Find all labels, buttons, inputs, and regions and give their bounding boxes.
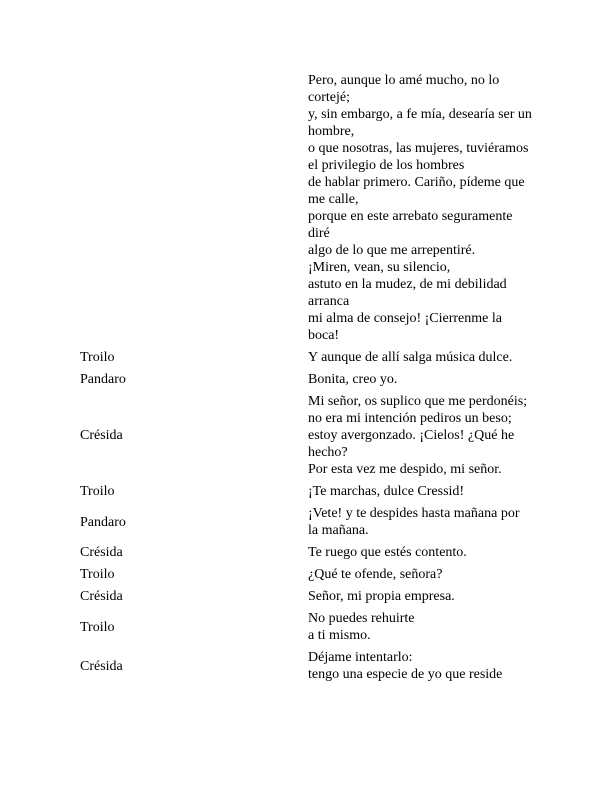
speaker-name bbox=[0, 70, 308, 347]
speech-line: algo de lo que me arrepentiré. bbox=[308, 243, 476, 258]
speech-text bbox=[308, 391, 612, 481]
speaker-name: Troilo bbox=[80, 484, 115, 499]
speech-text bbox=[308, 481, 612, 503]
speech-text bbox=[308, 369, 612, 391]
speaker-name: Pandaro bbox=[80, 372, 126, 387]
speaker-name: Crésida bbox=[80, 545, 123, 560]
dialogue-row bbox=[0, 369, 612, 391]
speech-line: ¡Miren, vean, su silencio, bbox=[308, 260, 451, 275]
speech-line: ¡Te marchas, dulce Cressid! bbox=[308, 484, 465, 499]
speech-line: de hablar primero. Cariño, pídeme que me calle, bbox=[308, 175, 525, 207]
speech-line: ¡Vete! y te despides hasta mañana por la mañana. bbox=[308, 506, 520, 538]
speaker-name: Crésida bbox=[80, 589, 123, 604]
speech-line: Bonita, creo yo. bbox=[308, 372, 398, 387]
dialogue-row bbox=[0, 70, 612, 347]
play-dialogue-table bbox=[0, 70, 612, 686]
speech-text bbox=[308, 347, 612, 369]
speech-line: no era mi intención pediros un beso; bbox=[308, 411, 512, 426]
speech-text bbox=[308, 608, 612, 647]
speech-line: Por esta vez me despido, mi señor. bbox=[308, 462, 502, 477]
dialogue-row bbox=[0, 608, 612, 647]
speaker-name: Troilo bbox=[80, 619, 115, 635]
speaker-name: Troilo bbox=[80, 567, 115, 582]
speech-line: a ti mismo. bbox=[308, 628, 371, 643]
speech-line: Mi señor, os suplico que me perdonéis; bbox=[308, 394, 528, 409]
dialogue-row bbox=[0, 503, 612, 542]
dialogue-body bbox=[0, 70, 612, 686]
speech-text bbox=[308, 503, 612, 542]
dialogue-row bbox=[0, 564, 612, 586]
speech-text bbox=[308, 586, 612, 608]
speech-line: Y aunque de allí salga música dulce. bbox=[308, 350, 513, 365]
dialogue-row bbox=[0, 647, 612, 686]
speech-line: Señor, mi propia empresa. bbox=[308, 589, 455, 604]
speaker-name: Crésida bbox=[80, 428, 123, 443]
speech-line: Te ruego que estés contento. bbox=[308, 545, 467, 560]
dialogue-row bbox=[0, 391, 612, 481]
speech-line: tengo una especie de yo que reside bbox=[308, 667, 503, 682]
speech-line: ¿Qué te ofende, señora? bbox=[308, 567, 443, 582]
speech-line: estoy avergonzado. ¡Cielos! ¿Qué he hecho? bbox=[308, 428, 515, 460]
speech-line: astuto en la mudez, de mi debilidad arranca bbox=[308, 277, 507, 309]
dialogue-row bbox=[0, 347, 612, 369]
speech-line: y, sin embargo, a fe mía, desearía ser un hombre, bbox=[308, 107, 532, 139]
dialogue-row bbox=[0, 586, 612, 608]
speaker-name: Pandaro bbox=[80, 514, 126, 530]
dialogue-row bbox=[0, 542, 612, 564]
speech-line: No puedes rehuirte bbox=[308, 611, 415, 626]
speech-line: o que nosotras, las mujeres, tuviéramos el privilegio de los hombres bbox=[308, 141, 529, 173]
speech-text bbox=[308, 647, 612, 686]
dialogue-row bbox=[0, 481, 612, 503]
speech-text bbox=[308, 542, 612, 564]
speech-line: mi alma de consejo! ¡Cierrenme la boca! bbox=[308, 311, 502, 343]
speech-text bbox=[308, 70, 612, 347]
speech-line: Pero, aunque lo amé mucho, no lo cortejé; bbox=[308, 73, 500, 105]
speech-line: porque en este arrebato seguramente diré bbox=[308, 209, 513, 241]
speech-text bbox=[308, 564, 612, 586]
speech-line: Déjame intentarlo: bbox=[308, 650, 413, 665]
speaker-name: Crésida bbox=[80, 658, 123, 674]
speaker-name: Troilo bbox=[80, 350, 115, 365]
